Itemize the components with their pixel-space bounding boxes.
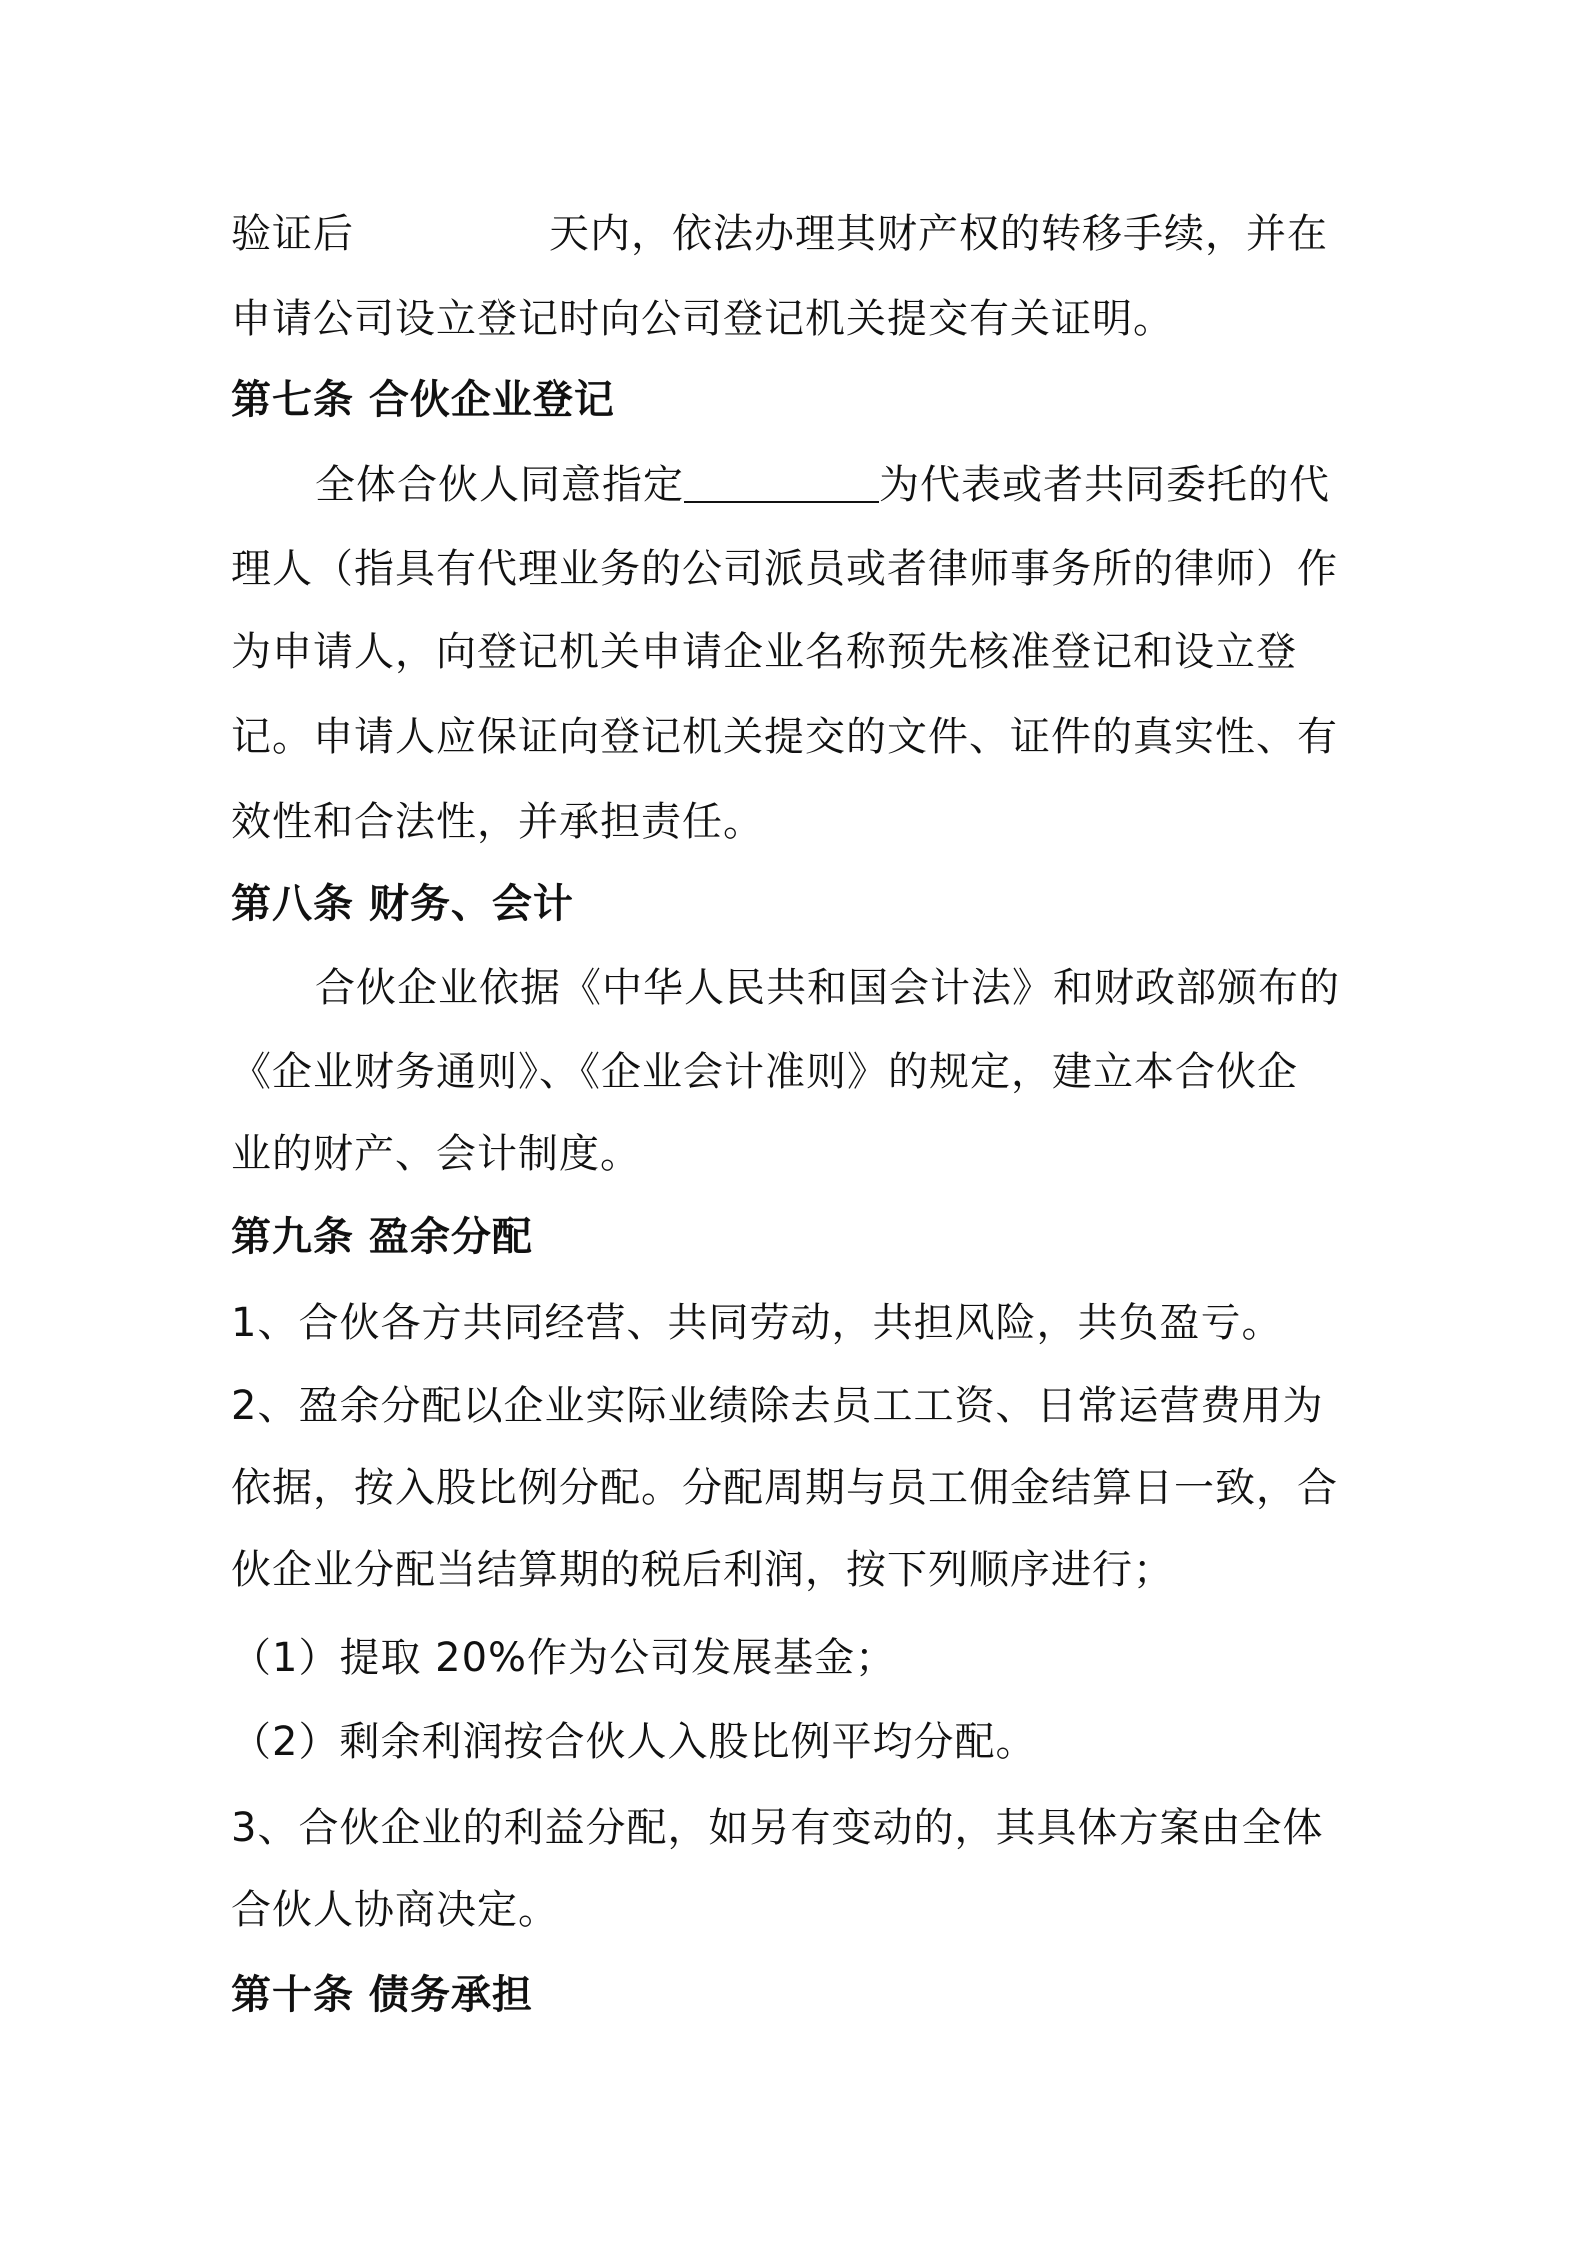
list-item: 1、合伙各方共同经营、共同劳动，共担风险，共负盈亏。 (231, 1300, 1283, 1346)
paragraph-line: 合伙人协商决定。 (231, 1887, 559, 1933)
paragraph-line: 伙企业分配当结算期的税后利润，按下列顺序进行； (231, 1547, 1174, 1593)
text-segment: 验证后 (231, 211, 354, 257)
paragraph-line: 为申请人，向登记机关申请企业名称预先核准登记和设立登 (231, 629, 1297, 675)
paragraph-line (231, 206, 1371, 262)
paragraph-line: 依据，按入股比例分配。分配周期与员工佣金结算日一致，合 (231, 1465, 1338, 1511)
text-segment: 全体合伙人同意指定 (315, 462, 684, 508)
paragraph-line: 申请公司设立登记时向公司登记机关提交有关证明。 (231, 296, 1174, 342)
paragraph-line: 合伙企业依据《中华人民共和国会计法》和财政部颁布的 (315, 965, 1340, 1011)
sub-list-item: （1）提取 20%作为公司发展基金； (231, 1635, 897, 1681)
article-10-heading: 第十条 债务承担 (231, 1972, 533, 2018)
list-item: 2、盈余分配以企业实际业绩除去员工工资、日常运营费用为 (231, 1383, 1324, 1429)
fill-in-blank (684, 457, 879, 503)
paragraph-line: 理人（指具有代理业务的公司派员或者律师事务所的律师）作 (231, 546, 1338, 592)
sub-list-item: （2）剩余利润按合伙人入股比例平均分配。 (231, 1719, 1037, 1765)
paragraph-line: 《企业财务通则》、《企业会计准则》的规定，建立本合伙企 (231, 1049, 1298, 1095)
paragraph-line: 记。申请人应保证向登记机关提交的文件、证件的真实性、有 (231, 714, 1338, 760)
article-7-heading: 第七条 合伙企业登记 (231, 377, 615, 423)
list-item: 3、合伙企业的利益分配，如另有变动的，其具体方案由全体 (231, 1805, 1324, 1851)
paragraph-line (315, 457, 1455, 513)
paragraph-line: 业的财产、会计制度。 (231, 1131, 641, 1177)
article-9-heading: 第九条 盈余分配 (231, 1214, 533, 1260)
text-segment: 为代表或者共同委托的代 (879, 462, 1330, 508)
paragraph-line: 效性和合法性，并承担责任。 (231, 799, 764, 845)
text-segment: 天内，依法办理其财产权的转移手续，并在 (549, 211, 1328, 257)
article-8-heading: 第八条 财务、会计 (231, 881, 574, 927)
